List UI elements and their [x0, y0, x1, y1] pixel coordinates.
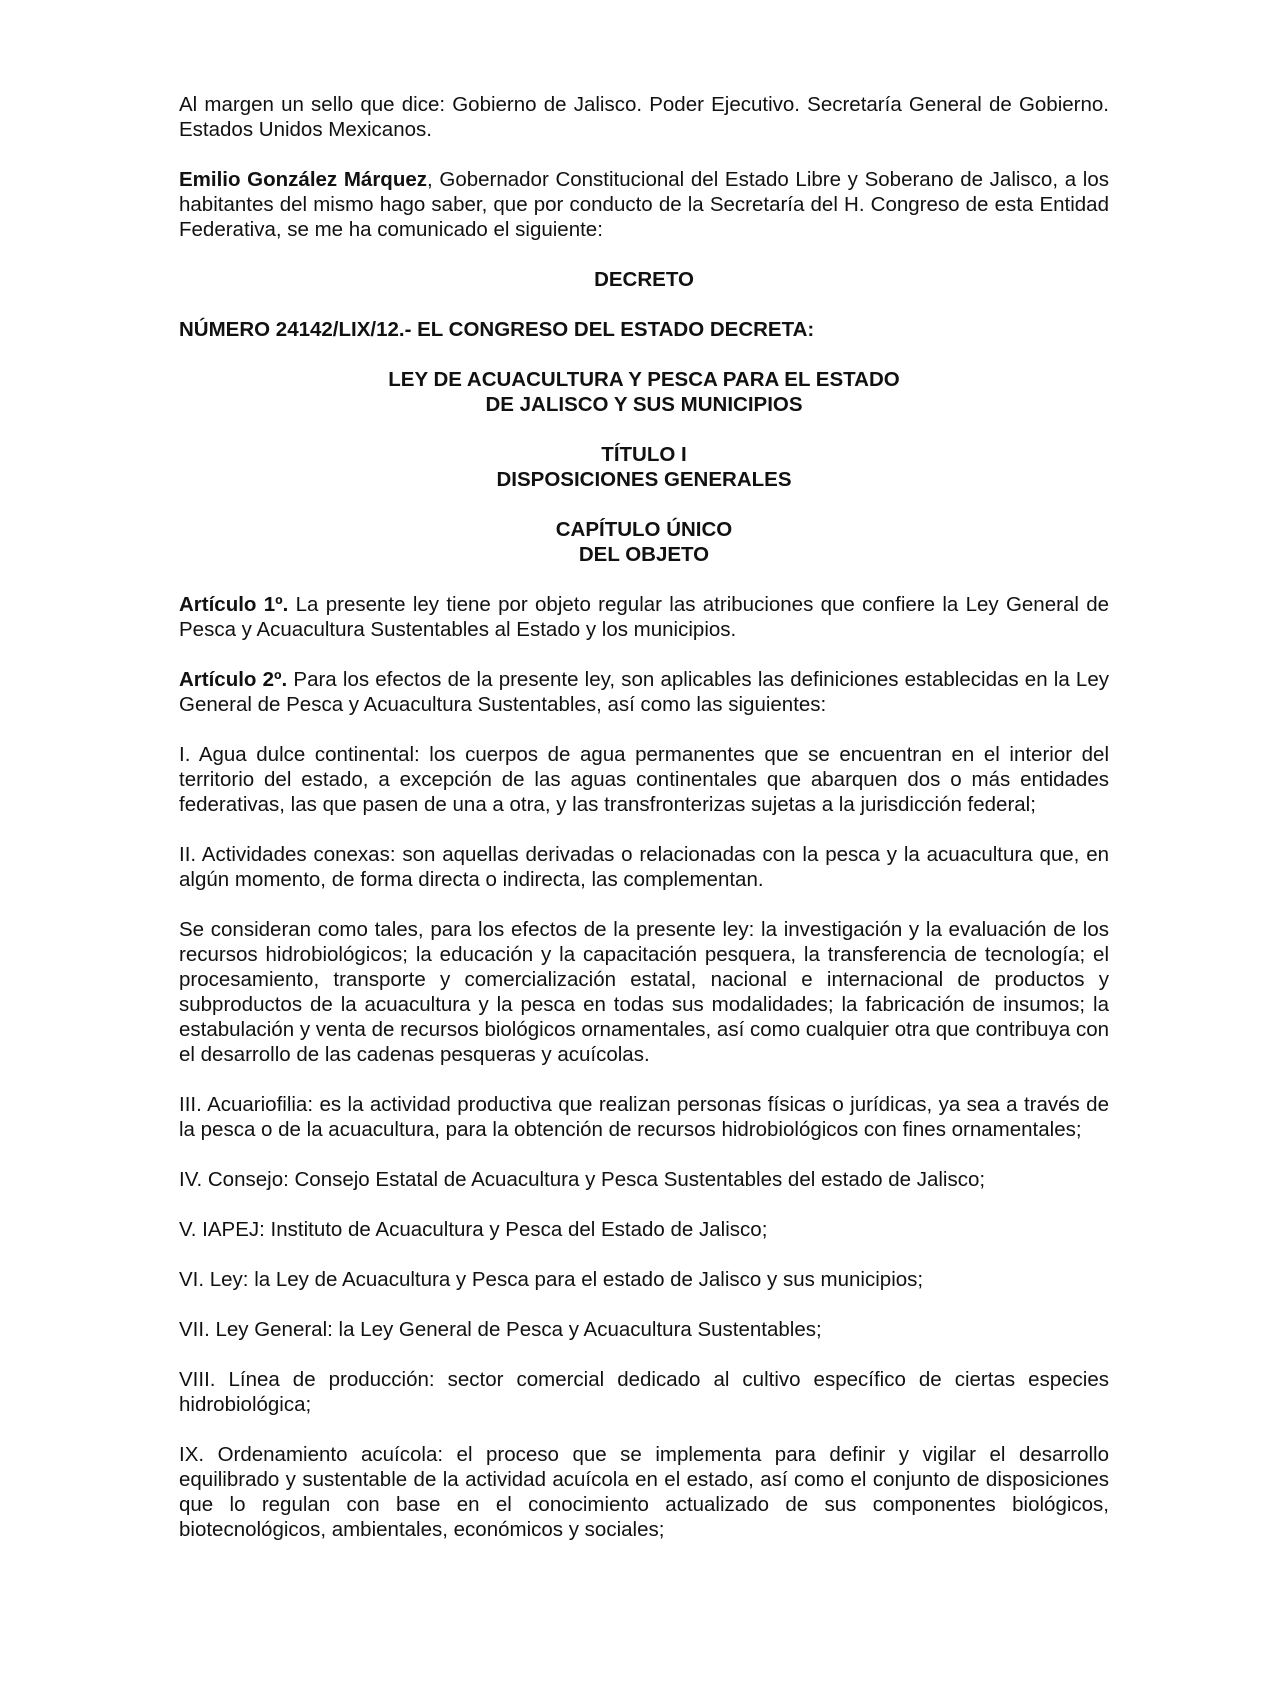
law-title	[179, 367, 1109, 417]
article-1-text: La presente ley tiene por objeto regular las atribuciones que confiere la Ley General de Pesca y Acuacultura Sustentables al Estado y los municipios.	[179, 593, 1109, 641]
article-2-label: Artículo 2º.	[179, 668, 288, 691]
definition-viii: VIII. Línea de producción: sector comercial dedicado al cultivo específico de ciertas especies hidrobiológica;	[179, 1368, 1109, 1416]
article-1-label: Artículo 1º.	[179, 593, 289, 616]
definition-ii: II. Actividades conexas: son aquellas derivadas o relacionadas con la pesca y la acuacultura que, en algún momento, de forma directa o indirecta, las complementan.	[179, 843, 1109, 891]
article-1	[179, 592, 1109, 642]
governor-text: , Gobernador Constitucional del Estado Libre y Soberano de Jalisco, a los habitantes del mismo hago saber, que por conducto de la Secretaría del H. Congreso de esta Entidad Federativa, se me ha comunicado el siguiente:	[179, 168, 1109, 241]
definition-i: I. Agua dulce continental: los cuerpos de agua permanentes que se encuentran en el interior del territorio del estado, a excepción de las aguas continentales que abarquen dos o más entidades federativas, las que pasen de una a otra, y las transfronterizas sujetas a la jurisdicción federal;	[179, 743, 1109, 816]
law-title-line-2: DE JALISCO Y SUS MUNICIPIOS	[485, 393, 803, 416]
definition-iii: III. Acuariofilia: es la actividad productiva que realizan personas físicas o jurídicas, ya sea a través de la pesca o de la acuacultura, para la obtención de recursos hidrobiológicos con fines ornamentales;	[179, 1093, 1109, 1141]
law-title-line-1: LEY DE ACUACULTURA Y PESCA PARA EL ESTADO	[388, 368, 900, 391]
chapter-number: CAPÍTULO ÚNICO	[555, 518, 733, 541]
title-number: TÍTULO I	[601, 443, 687, 466]
chapter-name: DEL OBJETO	[578, 543, 710, 566]
definition-vii: VII. Ley General: la Ley General de Pesca y Acuacultura Sustentables;	[179, 1318, 822, 1341]
definition-v: V. IAPEJ: Instituto de Acuacultura y Pesca del Estado de Jalisco;	[179, 1218, 768, 1241]
title-heading	[179, 442, 1109, 492]
definition-ix: IX. Ordenamiento acuícola: el proceso que se implementa para definir y vigilar el desarrollo equilibrado y sustentable de la actividad acuícola en el estado, así como el conjunto de disposiciones que lo regulan con base en el conocimiento actualizado de sus componentes biológicos, biotecnológicos, ambientales, económicos y sociales;	[179, 1443, 1109, 1541]
definition-iv: IV. Consejo: Consejo Estatal de Acuacultura y Pesca Sustentables del estado de Jalisco;	[179, 1168, 986, 1191]
definition-vi: VI. Ley: la Ley de Acuacultura y Pesca para el estado de Jalisco y sus municipios;	[179, 1268, 924, 1291]
article-2	[179, 667, 1109, 717]
article-2-text: Para los efectos de la presente ley, son aplicables las definiciones establecidas en la Ley General de Pesca y Acuacultura Sustentables, así como las siguientes:	[179, 668, 1109, 716]
decree-number: NÚMERO 24142/LIX/12.- EL CONGRESO DEL ESTADO DECRETA:	[179, 318, 815, 341]
governor-name: Emilio González Márquez	[179, 168, 427, 191]
decree-heading: DECRETO	[594, 268, 694, 291]
chapter-heading	[179, 517, 1109, 567]
seal-note: Al margen un sello que dice: Gobierno de Jalisco. Poder Ejecutivo. Secretaría General de Gobierno. Estados Unidos Mexicanos.	[179, 93, 1109, 141]
governor-paragraph	[179, 167, 1109, 242]
title-name: DISPOSICIONES GENERALES	[496, 468, 792, 491]
document-body	[179, 92, 1109, 1567]
definition-ii-detail: Se consideran como tales, para los efectos de la presente ley: la investigación y la evaluación de los recursos hidrobiológicos; la educación y la capacitación pesquera, la transferencia de tecnología; el procesamiento, transporte y comercialización estatal, nacional e internacional de productos y subproductos de la acuacultura y la pesca en todas sus modalidades; la fabricación de insumos; la estabulación y venta de recursos biológicos ornamentales, así como cualquier otra que contribuya con el desarrollo de las cadenas pesqueras y acuícolas.	[179, 918, 1109, 1066]
